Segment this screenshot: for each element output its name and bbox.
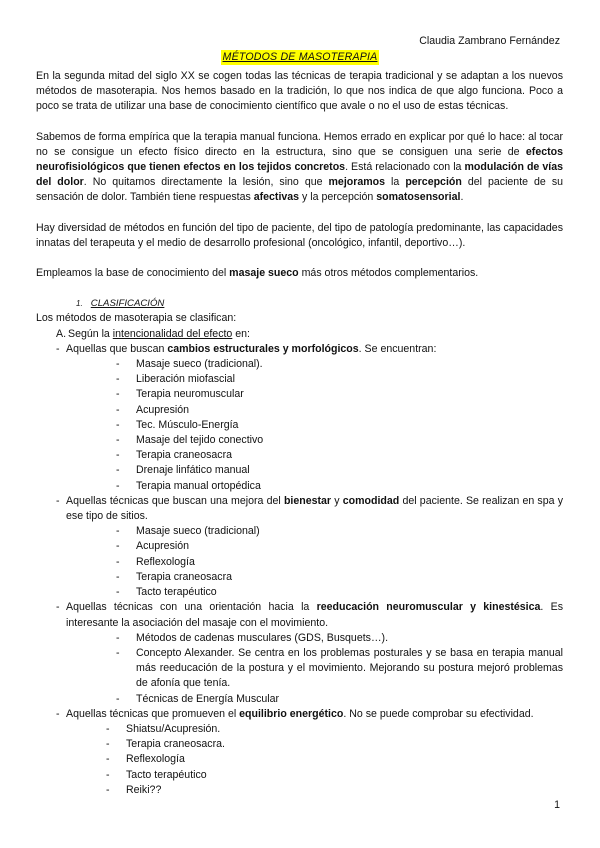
list-item: - Terapia craneosacra: [116, 449, 232, 462]
list-item: - Reiki??: [106, 783, 162, 796]
intro-paragraph-4: Empleamos la base de conocimiento del masaje sueco más otros métodos complementarios.: [36, 267, 479, 280]
group-reeducation-items: [66, 631, 563, 707]
group-energetic-items: [66, 722, 563, 798]
list-item: - Concepto Alexander. Se centra en los problemas posturales y se basa en terapia manual más reeducación de la postura y el movimiento. Mejorando su postura mejoró problemas de afonía que tenía.: [116, 646, 563, 690]
group-reeducation: - Aquellas técnicas con una orientación hacia la reeducación neuromuscular y kinestésica. Es interesante la asociación del masaje con el movimiento. - Métodos de cadenas musculares (GDS, Busquets…). - Concepto Alexander. Se centra en los problemas posturales y se basa en terapia manual más reeducación de la postura y el movimiento. Mejorando su postura mejoró problemas de afonía que tenía. - Técnicas de Energía Muscular: [36, 600, 563, 706]
list-item: - Tacto terapéutico: [106, 768, 207, 781]
list-item: - Drenaje linfático manual: [116, 464, 250, 477]
group-energetic: - Aquellas técnicas que promueven el equilibrio energético. No se puede comprobar su efectividad. - Shiatsu/Acupresión. - Terapia craneosacra. - Reflexología - Tacto terapéutico - Reiki??: [36, 707, 563, 798]
list-item: - Técnicas de Energía Muscular: [116, 692, 280, 705]
list-item: - Acupresión: [116, 540, 189, 553]
list-item: - Masaje del tejido conectivo: [116, 434, 264, 447]
list-item: - Terapia manual ortopédica: [116, 479, 261, 492]
section-number: 1.: [76, 299, 83, 309]
classification-groups: [36, 342, 563, 798]
list-item: - Liberación miofascial: [116, 373, 235, 386]
list-item: - Reflexología: [116, 555, 195, 568]
author-name: Claudia Zambrano Fernández: [419, 35, 560, 47]
document-title: MÉTODOS DE MASOTERAPIA: [221, 50, 380, 65]
intro-paragraph-1: En la segunda mitad del siglo XX se cogen todas las técnicas de terapia tradicional y se adaptan a los nuevos métodos de masoterapia. Nos hemos basado en la tradición, lo que nos indica de que algo funciona. Poco a poco se trata de utilizar una base de conocimiento científico que avale o no el uso de estas técnicas.: [36, 70, 563, 113]
list-item: - Acupresión: [116, 403, 189, 416]
group-structural-items: [66, 357, 563, 494]
list-item: - Terapia craneosacra.: [106, 738, 225, 751]
list-item: - Terapia craneosacra: [116, 570, 232, 583]
page-number: 1: [554, 799, 560, 811]
title-wrapper: [0, 50, 600, 65]
section-title: CLASIFICACIÓN: [90, 298, 165, 310]
document-body: [36, 69, 563, 798]
group-wellbeing-items: [66, 524, 563, 600]
list-item: - Masaje sueco (tradicional).: [116, 358, 263, 371]
list-item: - Tacto terapéutico: [116, 586, 217, 599]
intro-paragraph-2: Sabemos de forma empírica que la terapia manual funciona. Hemos errado en explicar por qué lo hace: al tocar no se consigue un efecto físico directo en la estructura, sino que se consiguen una serie de efectos neurofisiológicos que tienen efectos en los tejidos concretos. Está relacionado con la modulación de vías del dolor. No quitamos directamente la lesión, sino que mejoramos la percepción del paciente de su sensación de dolor. También tiene respuestas afectivas y la percepción somatosensorial.: [36, 130, 564, 204]
list-item: - Masaje sueco (tradicional): [116, 525, 260, 538]
list-item: - Reflexología: [106, 753, 185, 766]
list-item: - Terapia neuromuscular: [116, 388, 244, 401]
group-structural: - Aquellas que buscan cambios estructurales y morfológicos. Se encuentran: - Masaje sueco (tradicional). - Liberación miofascial - Terapia neuromuscular - Acupresión - Tec. Músculo-Energía - Masaje del tejido conectivo - Terapia craneosacra - Drenaje linfático manual - Terapia manual ortopédica: [36, 342, 563, 494]
list-item: - Métodos de cadenas musculares (GDS, Busquets…).: [116, 631, 389, 644]
section-heading: [76, 296, 563, 311]
intro-paragraph-3: Hay diversidad de métodos en función del tipo de paciente, del tipo de patología predominante, las capacidades innatas del terapeuta y el medio de desarrollo profesional (oncológico, infantil, deportivo…).: [36, 221, 563, 249]
list-item: - Shiatsu/Acupresión.: [106, 722, 221, 735]
section-lead: Los métodos de masoterapia se clasifican:: [36, 312, 237, 325]
subsection-a: A. Según la intencionalidad del efecto en:: [56, 327, 250, 340]
list-item: - Tec. Músculo-Energía: [116, 418, 239, 431]
group-wellbeing: - Aquellas técnicas que buscan una mejora del bienestar y comodidad del paciente. Se realizan en spa y ese tipo de sitios. - Masaje sueco (tradicional) - Acupresión - Reflexología - Terapia craneosacra - Tacto terapéutico: [36, 494, 563, 600]
